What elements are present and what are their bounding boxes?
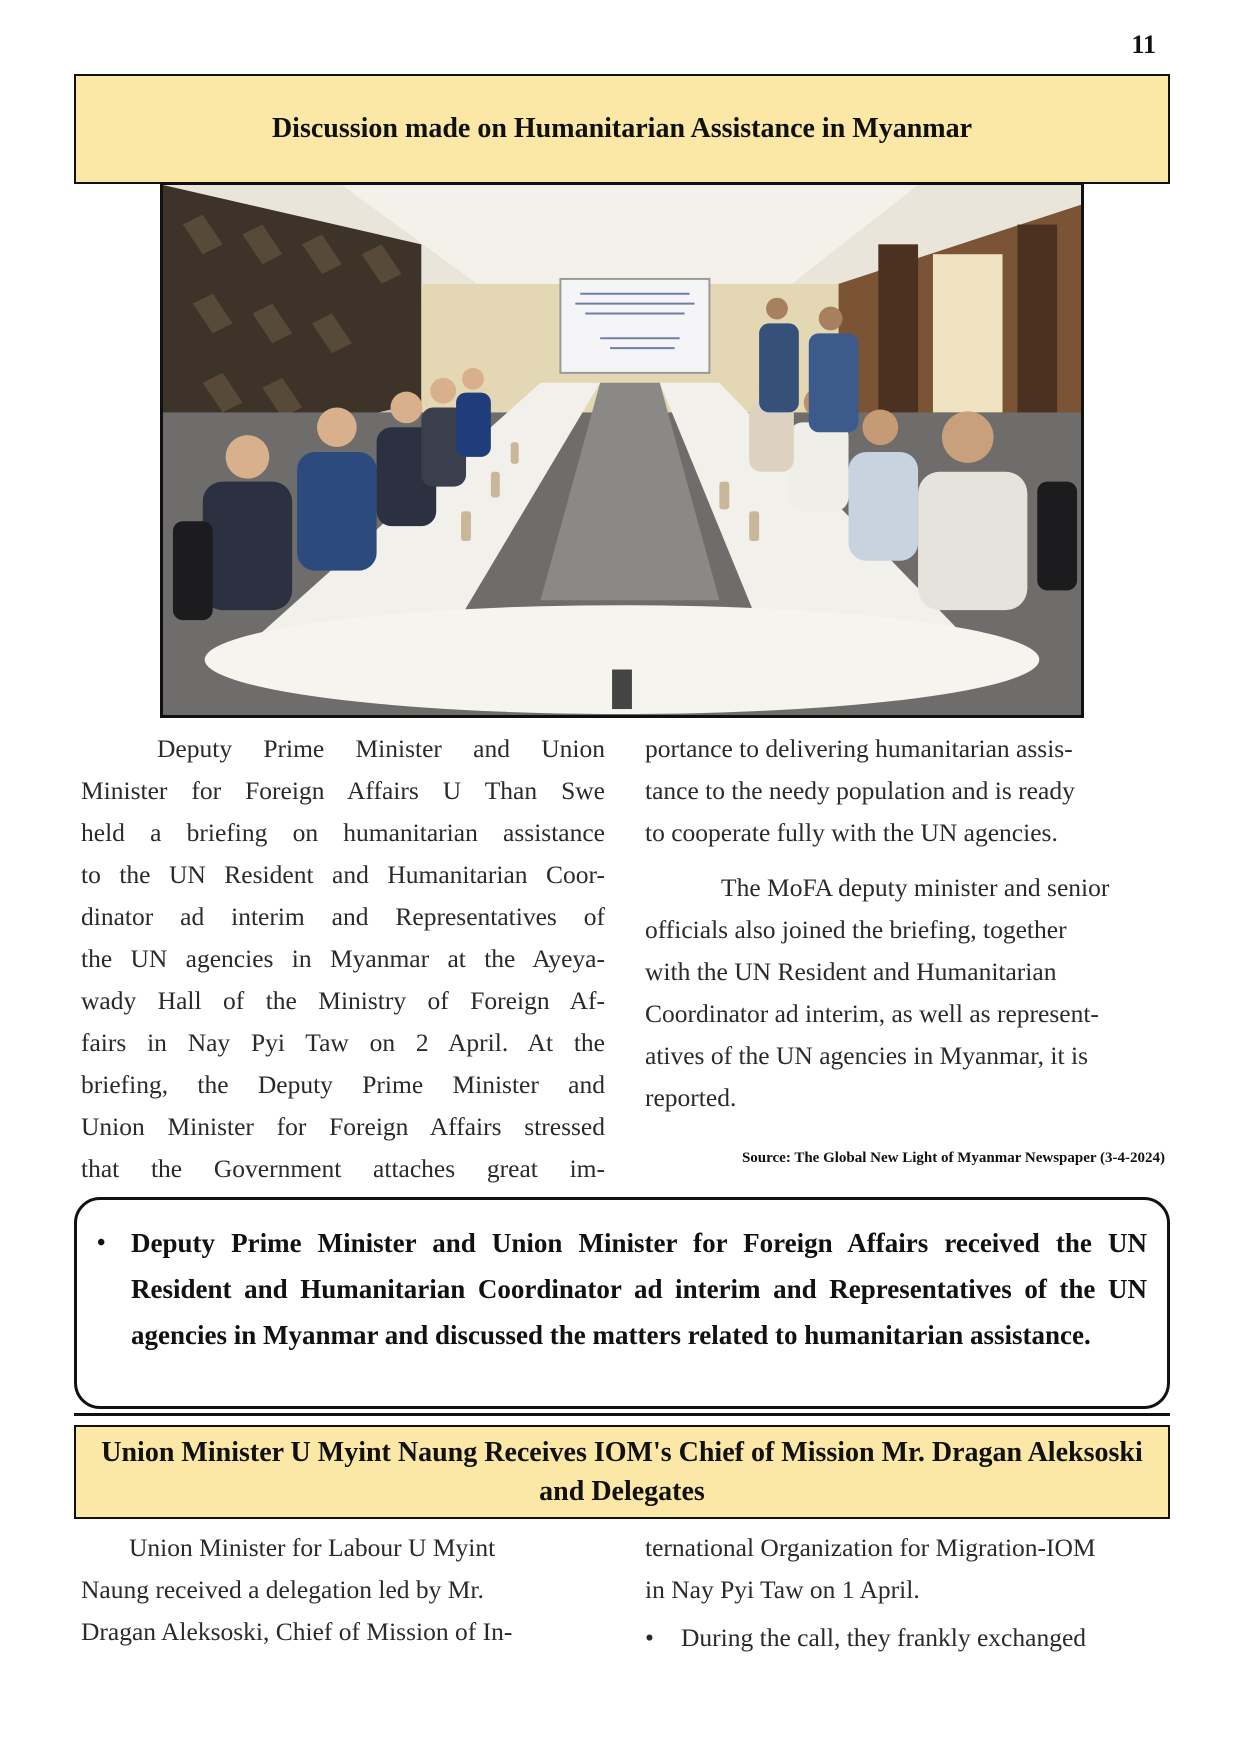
- line: in Nay Pyi Taw on 1 April.: [645, 1575, 920, 1604]
- divider: [74, 1413, 1170, 1416]
- line: that the Government attaches great im-: [81, 1154, 605, 1183]
- article2-left-column: [81, 1527, 605, 1653]
- line: to cooperate fully with the UN agencies.: [645, 818, 1058, 847]
- line: with the UN Resident and Humanitarian: [645, 957, 1057, 986]
- line: dinator ad interim and Representatives of: [81, 902, 605, 931]
- article1-para2: [645, 867, 1169, 1119]
- line: Dragan Aleksoski, Chief of Mission of In-: [81, 1617, 513, 1646]
- summary-box: [74, 1197, 1170, 1409]
- bullet-icon: •: [645, 1623, 654, 1652]
- article2-para1-cont: [645, 1527, 1169, 1611]
- line: fairs in Nay Pyi Taw on 2 April. At the: [81, 1028, 605, 1057]
- meeting-photo: [160, 182, 1084, 718]
- line: portance to delivering humanitarian assis-: [645, 734, 1073, 763]
- line: Union Minister for Labour U Myint: [129, 1533, 496, 1562]
- line: Naung received a delegation led by Mr.: [81, 1575, 484, 1604]
- article2-para1: [81, 1527, 605, 1653]
- line: tance to the needy population and is ready: [645, 776, 1075, 805]
- article2-right-column: [645, 1527, 1169, 1659]
- article1-para1-cont: [645, 728, 1169, 854]
- article1-right-column: [645, 728, 1169, 1119]
- line: Deputy Prime Minister and Union: [157, 734, 605, 763]
- article1-left-column: [81, 728, 605, 1190]
- line: Minister for Foreign Affairs U Than Swe: [81, 776, 605, 805]
- line: the UN agencies in Myanmar at the Ayeya-: [81, 944, 605, 973]
- summary-text: Deputy Prime Minister and Union Minister for Foreign Affairs received the UN Resident and Humanitarian Coordinator ad interim and Representatives of the UN agencies in Myanmar and discussed the matters related to humanitarian assistance.: [131, 1228, 1147, 1350]
- line: briefing, the Deputy Prime Minister and: [81, 1070, 605, 1099]
- article-title: Discussion made on Humanitarian Assistance in Myanmar: [74, 74, 1170, 184]
- source-citation: Source: The Global New Light of Myanmar Newspaper (3-4-2024): [741, 1150, 1165, 1166]
- bullet-item: [645, 1617, 1169, 1659]
- bullet-icon: •: [97, 1230, 106, 1256]
- line: The MoFA deputy minister and senior: [721, 873, 1110, 902]
- line: atives of the UN agencies in Myanmar, it is: [645, 1041, 1088, 1070]
- line: officials also joined the briefing, together: [645, 915, 1067, 944]
- article-title: Union Minister U Myint Naung Receives IOM's Chief of Mission Mr. Dragan Aleksoski and Delegates: [74, 1425, 1170, 1519]
- line: reported.: [645, 1083, 737, 1112]
- line: wady Hall of the Ministry of Foreign Af-: [81, 986, 605, 1015]
- line: ternational Organization for Migration-IOM: [645, 1533, 1096, 1562]
- line: Coordinator ad interim, as well as represent-: [645, 999, 1099, 1028]
- bullet-text: During the call, they frankly exchanged: [681, 1623, 1087, 1652]
- line: held a briefing on humanitarian assistance: [81, 818, 605, 847]
- page-number: 11: [1131, 30, 1156, 59]
- line: Union Minister for Foreign Affairs stressed: [81, 1112, 605, 1141]
- line: to the UN Resident and Humanitarian Coor-: [81, 860, 605, 889]
- article1-para1: [81, 728, 605, 1190]
